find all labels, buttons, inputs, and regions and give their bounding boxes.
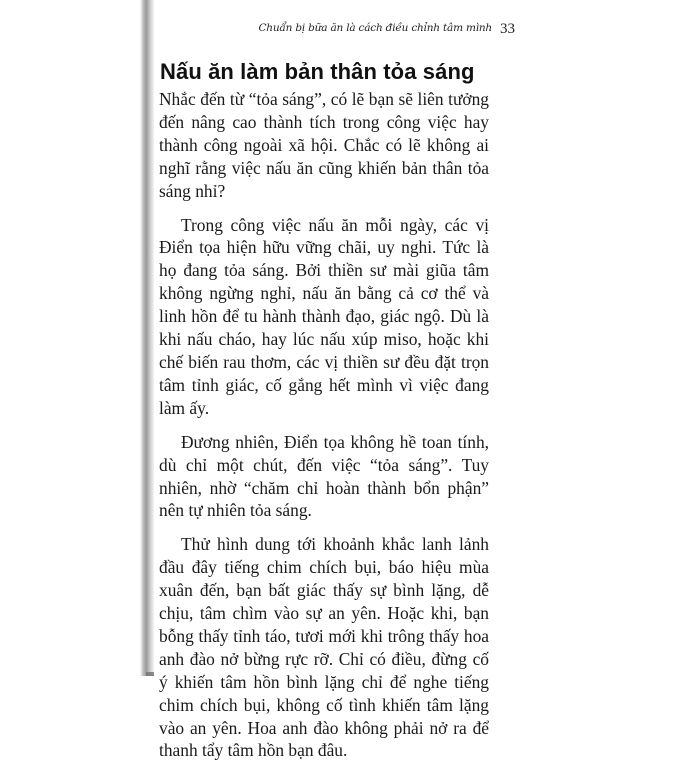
paragraph-4: Thử hình dung tới khoảnh khắc lanh lảnh đầu đây tiếng chim chích bụi, báo hiệu mùa xuân đến, bạn bất giác thấy sự bình lặng, dễ chịu, tâm chìm vào sự an yên. Hoặc khi, bạn bỗng thấy tỉnh táo, tươi mới khi trông thấy hoa anh đào nở bừng rực rỡ. Chỉ có điều, đừng cố ý khiến tâm hồn bình lặng chỉ để nghe tiếng chim chích bụi, không cố tình khiến tâm lặng vào an yên. Hoa anh đào không phải nở ra để thanh tẩy tâm hồn bạn đâu.: [159, 534, 489, 761]
paragraph-2: Trong công việc nấu ăn mỗi ngày, các vị Điển tọa hiện hữu vững chãi, uy nghi. Tức là họ đang tỏa sáng. Bởi thiền sư mài giũa tâm không ngừng nghỉ, nấu ăn bằng cả cơ thể và linh hồn để tu hành thành đạo, giác ngộ. Dù là khi nấu cháo, hay lúc nấu xúp miso, hoặc khi chế biến rau thơm, các vị thiền sư đều đặt trọn tâm tỉnh giác, cố gắng hết mình vì việc đang làm ấy.: [159, 214, 489, 418]
running-head: Chuẩn bị bữa ăn là cách điều chỉnh tâm mình: [258, 22, 492, 34]
paragraph-3: Đương nhiên, Điển tọa không hề toan tính, dù chỉ một chút, đến việc “tỏa sáng”. Tuy nhiên, nhờ “chăm chỉ hoàn thành bổn phận” nên tự nhiên tỏa sáng.: [159, 431, 489, 521]
section-title: Nấu ăn làm bản thân tỏa sáng: [160, 59, 475, 84]
book-spine-shadow: [140, 0, 154, 676]
book-page: [154, 0, 534, 761]
body-text: [159, 88, 489, 773]
page-number: 33: [500, 21, 515, 37]
paragraph-1: Nhắc đến từ “tỏa sáng”, có lẽ bạn sẽ liên tưởng đến nâng cao thành tích trong công việc hay thành công ngoài xã hội. Chắc có lẽ không ai nghĩ rằng việc nấu ăn cũng khiến bản thân tỏa sáng nhỉ?: [159, 89, 489, 201]
